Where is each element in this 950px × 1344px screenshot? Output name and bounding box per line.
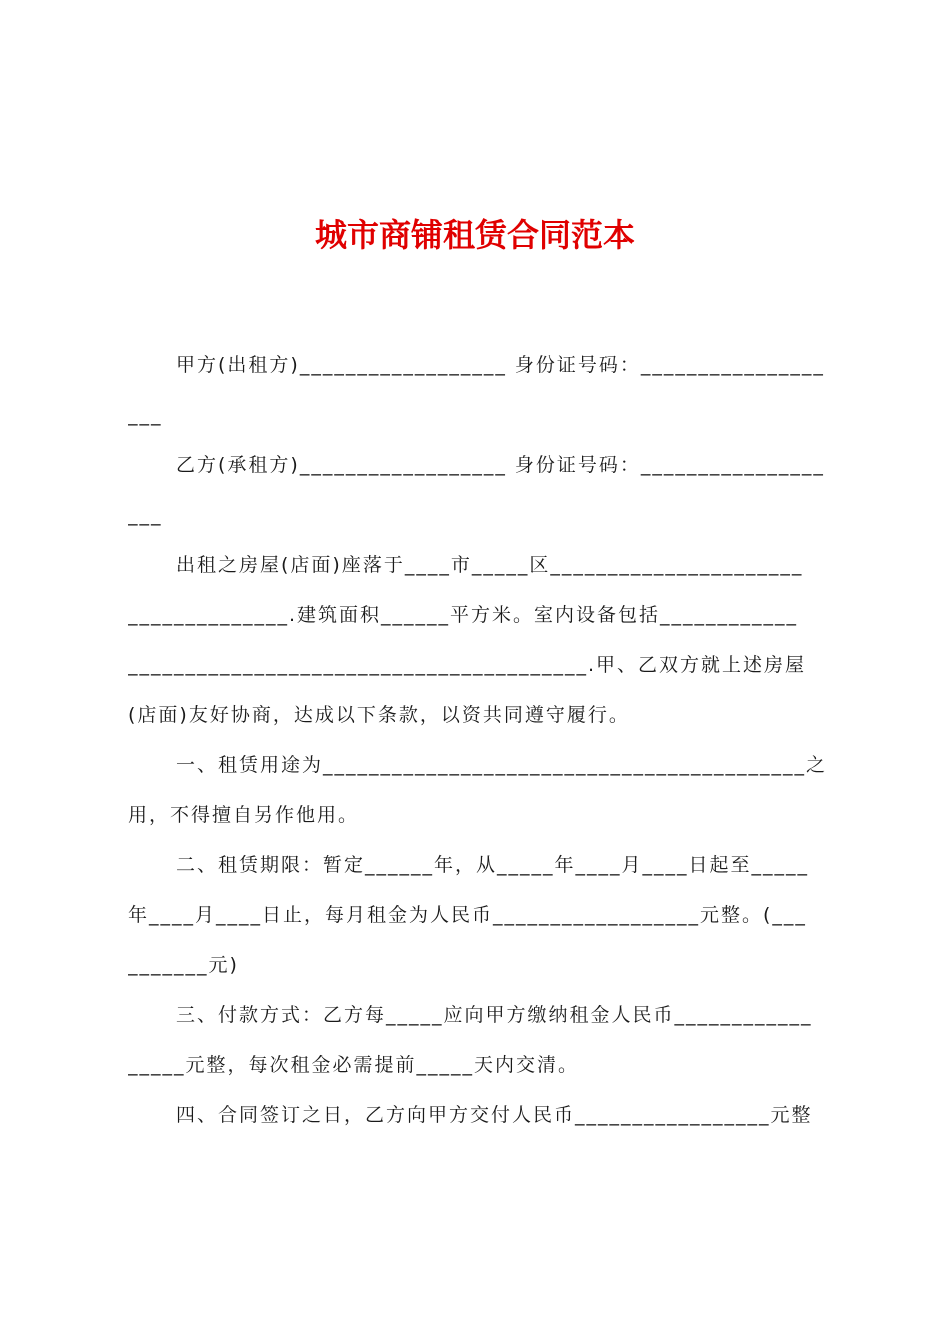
text-line: _______元) bbox=[128, 954, 239, 976]
text-line: 甲方(出租方)__________________ 身份证号码：________________ bbox=[176, 354, 825, 376]
line-clause-2-cont bbox=[128, 890, 833, 940]
text-line: ________________________________________.甲、乙双方就上述房屋 bbox=[128, 654, 807, 676]
line-clause-3 bbox=[128, 990, 833, 1040]
text-line: 二、租赁期限：暂定______年，从_____年____月____日起至_____ bbox=[176, 854, 810, 876]
text-line: ___ bbox=[128, 404, 163, 426]
text-line: 三、付款方式：乙方每_____应向甲方缴纳租金人民币____________ bbox=[176, 1004, 813, 1026]
line-equipment bbox=[128, 640, 833, 690]
contract-body bbox=[128, 340, 833, 1140]
line-location bbox=[128, 540, 833, 590]
line-clause-2 bbox=[128, 840, 833, 890]
line-clause-1-cont bbox=[128, 790, 833, 840]
document-title: 城市商铺租赁合同范本 bbox=[314, 216, 635, 254]
line-clause-4 bbox=[128, 1090, 833, 1140]
line-clause-3-cont bbox=[128, 1040, 833, 1090]
line-area bbox=[128, 590, 833, 640]
text-line: ___ bbox=[128, 504, 163, 526]
text-line: 乙方(承租方)__________________ 身份证号码：________________ bbox=[176, 454, 825, 476]
text-line: 年____月____日止，每月租金为人民币__________________元整。(___ bbox=[128, 904, 807, 926]
text-line: ______________.建筑面积______平方米。室内设备包括____________ bbox=[128, 604, 799, 626]
text-line: 一、租赁用途为__________________________________________之 bbox=[176, 754, 828, 776]
line-agreement bbox=[128, 690, 833, 740]
line-party-b bbox=[128, 440, 833, 490]
line-party-b-cont bbox=[128, 490, 833, 540]
line-clause-2-end bbox=[128, 940, 833, 990]
line-party-a bbox=[128, 340, 833, 390]
text-line: _____元整，每次租金必需提前_____天内交清。 bbox=[128, 1054, 580, 1076]
text-line: (店面)友好协商，达成以下条款，以资共同遵守履行。 bbox=[128, 704, 630, 726]
line-party-a-cont bbox=[128, 390, 833, 440]
text-line: 出租之房屋(店面)座落于____市_____区______________________ bbox=[176, 554, 804, 576]
line-clause-1 bbox=[128, 740, 833, 790]
text-line: 四、合同签订之日，乙方向甲方交付人民币_________________元整 bbox=[176, 1104, 813, 1126]
text-line: 用，不得擅自另作他用。 bbox=[128, 804, 360, 826]
